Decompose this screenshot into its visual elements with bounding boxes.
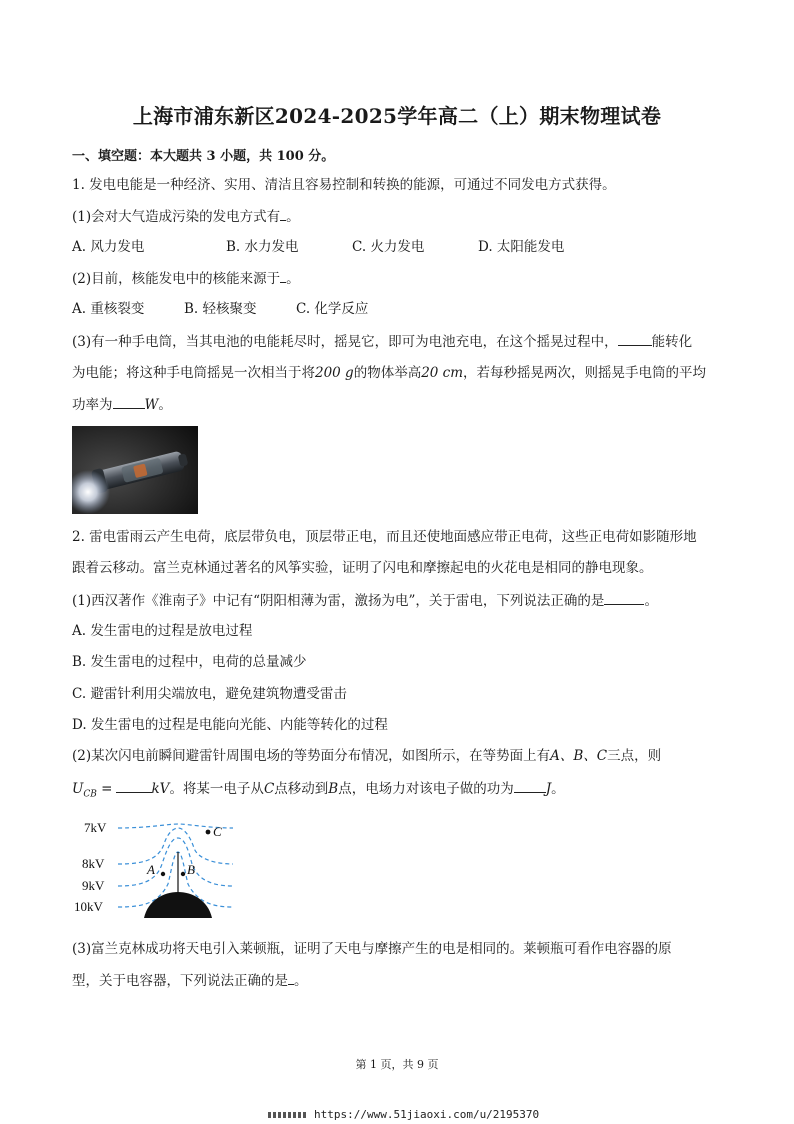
page-title: 上海市浦东新区2024-2025学年高二（上）期末物理试卷 xyxy=(132,104,662,128)
equipotential-9kv xyxy=(118,838,233,886)
q1-mass-value: 200 g xyxy=(315,365,354,381)
watermark-url xyxy=(268,1108,539,1121)
q1-sub2-option-a: A. 重核裂变 xyxy=(72,301,145,317)
point-a-label: A xyxy=(147,862,155,877)
q2-voltage-blank[interactable] xyxy=(116,779,152,793)
q1-sub3-line3 xyxy=(72,395,172,414)
point-c-label: C xyxy=(213,824,222,839)
q1-sub1-option-b: B. 水力发电 xyxy=(226,239,299,255)
q1-height-value: 20 cm xyxy=(421,365,464,381)
q2-sub3-line1: (3)富兰克林成功将天电引入莱顿瓶，证明了天电与摩擦产生的电是相同的。莱顿瓶可看作电容器的原 xyxy=(72,941,672,957)
q1-sub1-option-c: C. 火力发电 xyxy=(352,239,425,255)
q2-sub1-option-b: B. 发生雷电的过程中，电荷的总量减少 xyxy=(72,654,307,670)
watermark-logo-icon xyxy=(268,1112,308,1118)
point-b-label: B xyxy=(187,862,195,877)
q1-sub3-line2-a: 为电能；将这种手电筒摇晃一次相当于将 xyxy=(72,365,315,381)
q2-sub2-line2 xyxy=(72,779,565,804)
q2-voltage-symbol: U xyxy=(72,781,84,797)
label-10kv: 10kV xyxy=(74,899,103,914)
q1-sub3-line3-end: 。 xyxy=(158,397,172,413)
q2-sub1-text: (1)西汉著作《淮南子》中记有“阴阳相薄为雷，激扬为电”，关于雷电，下列说法正确的是 xyxy=(72,593,605,609)
q1-sub2 xyxy=(72,269,300,288)
q2-sub1-blank[interactable] xyxy=(604,591,644,605)
q2-kv-unit: kV xyxy=(151,781,170,797)
q1-sub3-line2 xyxy=(72,364,706,382)
q2-point-c-ref: C xyxy=(263,781,275,797)
q1-stem: 1. 发电电能是一种经济、实用、清洁且容易控制和转换的能源，可通过不同发电方式获得。 xyxy=(72,177,616,193)
q2-sub1-option-a: A. 发生雷电的过程是放电过程 xyxy=(72,623,253,639)
q2-sub2-text-end: 三点，则 xyxy=(607,748,662,764)
q2-voltage-subscript: CB xyxy=(83,789,97,800)
flashlight-photo xyxy=(72,426,198,514)
q2-sub2-mid3: 点，电场力对该电子做的功为 xyxy=(338,781,514,797)
label-7kv: 7kV xyxy=(84,820,107,835)
label-9kv: 9kV xyxy=(82,878,105,893)
q2-stem-line2: 跟着云移动。富兰克林通过著名的风筝实验，证明了闪电和摩擦起电的火花电是相同的静电现象。 xyxy=(72,560,653,576)
q2-points: A、B、C xyxy=(550,748,608,764)
q1-sub1-text: (1)会对大气造成污染的发电方式有 xyxy=(72,209,281,225)
q1-sub3-line1 xyxy=(72,332,692,351)
q2-sub2-mid2: 点移动到 xyxy=(274,781,329,797)
ground-dome xyxy=(144,892,212,918)
q1-sub1-option-d: D. 太阳能发电 xyxy=(478,239,565,255)
q2-sub1-option-c: C. 避雷针利用尖端放电，避免建筑物遭受雷击 xyxy=(72,686,347,702)
q2-sub1-end: 。 xyxy=(644,593,658,609)
watermark-text[interactable]: https://www.51jiaoxi.com/u/2195370 xyxy=(314,1108,540,1121)
q2-sub2-mid: 。将某一电子从 xyxy=(169,781,264,797)
q1-sub3-text: (3)有一种手电筒，当其电池的电能耗尽时，摇晃它，即可为电池充电，在这个摇晃过程中， xyxy=(72,334,618,350)
q1-power-unit: W xyxy=(144,397,159,413)
q2-sub3-line2 xyxy=(72,971,308,990)
point-a-dot xyxy=(161,872,165,876)
page-footer: 第 1 页，共 9 页 xyxy=(355,1058,439,1071)
q2-sub3-text: 型，关于电容器，下列说法正确的是 xyxy=(72,973,288,989)
q2-sub2-text: (2)某次闪电前瞬间避雷针周围电场的等势面分布情况，如图所示，在等势面上有 xyxy=(72,748,551,764)
q2-joule-unit: J xyxy=(545,781,552,797)
q1-sub3-blank-2[interactable] xyxy=(113,395,145,409)
q1-sub1-end: 。 xyxy=(286,209,300,225)
q1-sub3-line2-b: 的物体举高 xyxy=(353,365,422,381)
q2-stem-line1: 2. 雷电雷雨云产生电荷，底层带负电，顶层带正电，而且还使地面感应带正电荷，这些正电荷如影随形地 xyxy=(72,529,697,545)
q1-sub2-text: (2)目前，核能发电中的核能来源于 xyxy=(72,271,281,287)
q2-equals: = xyxy=(96,781,113,797)
section-heading: 一、填空题：本大题共 3 小题，共 100 分。 xyxy=(72,149,335,164)
q1-sub1-option-a: A. 风力发电 xyxy=(72,239,145,255)
point-c-dot xyxy=(206,830,211,835)
q2-sub2-end: 。 xyxy=(551,781,565,797)
q1-sub3-text-end: 能转化 xyxy=(651,334,693,350)
q2-work-blank[interactable] xyxy=(514,779,546,793)
equipotential-diagram xyxy=(68,812,238,918)
q1-sub1 xyxy=(72,207,300,226)
q1-sub2-option-b: B. 轻核聚变 xyxy=(184,301,257,317)
label-8kv: 8kV xyxy=(82,856,105,871)
point-b-dot xyxy=(181,872,185,876)
q1-sub3-blank-1[interactable] xyxy=(618,332,652,346)
q1-sub2-option-c: C. 化学反应 xyxy=(296,301,369,317)
q2-sub2-line1 xyxy=(72,747,661,765)
q2-point-b-ref: B xyxy=(328,781,339,797)
q1-sub2-end: 。 xyxy=(286,271,300,287)
q1-sub3-line3-text: 功率为 xyxy=(72,397,113,413)
q2-sub3-end: 。 xyxy=(294,973,308,989)
q2-sub1 xyxy=(72,591,658,610)
q2-sub1-option-d: D. 发生雷电的过程是电能向光能、内能等转化的过程 xyxy=(72,717,388,733)
q1-sub3-line2-c: ，若每秒摇晃两次，则摇晃手电筒的平均 xyxy=(463,365,707,381)
